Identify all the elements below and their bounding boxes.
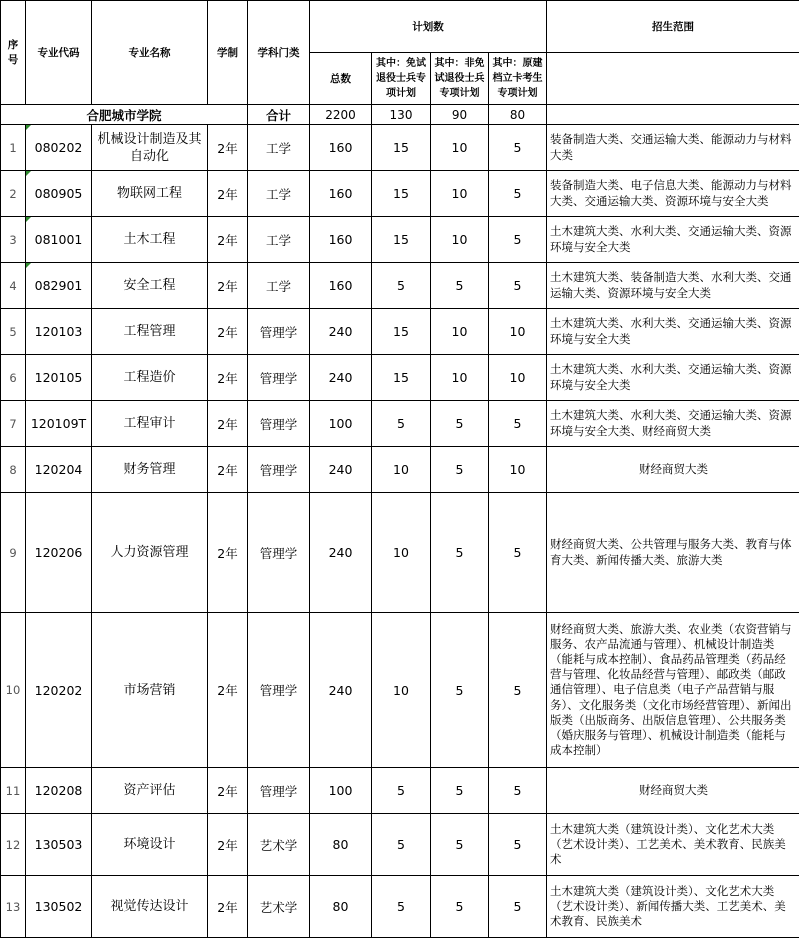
cell-nonexempt-soldier: 5 [431, 613, 489, 768]
cell-poverty: 5 [489, 401, 547, 447]
cell-exempt-soldier: 15 [372, 309, 431, 355]
cell-poverty: 5 [489, 217, 547, 263]
cell-category: 管理学 [248, 355, 310, 401]
cell-nonexempt-soldier: 10 [431, 125, 489, 171]
cell-exempt-soldier: 10 [372, 447, 431, 493]
cell-scope: 财经商贸大类 [547, 447, 799, 493]
table-row [1, 768, 799, 814]
cell-seq: 9 [1, 493, 26, 613]
table-row [1, 217, 799, 263]
table-row [1, 493, 799, 613]
table-row [1, 171, 799, 217]
cell-poverty: 5 [489, 125, 547, 171]
cell-exempt-soldier: 15 [372, 171, 431, 217]
cell-years: 2年 [208, 613, 248, 768]
cell-category: 工学 [248, 171, 310, 217]
cell-nonexempt-soldier: 10 [431, 171, 489, 217]
cell-code: 082901 [26, 263, 92, 309]
cell-scope: 装备制造大类、交通运输大类、能源动力与材料大类 [547, 125, 799, 171]
cell-total: 240 [310, 613, 372, 768]
cell-code: 120109T [26, 401, 92, 447]
cell-total: 160 [310, 217, 372, 263]
cell-scope: 财经商贸大类 [547, 768, 799, 814]
cell-nonexempt-soldier: 10 [431, 355, 489, 401]
cell-nonexempt-soldier: 5 [431, 447, 489, 493]
cell-exempt-soldier: 5 [372, 401, 431, 447]
col-header-code: 专业代码 [26, 1, 92, 105]
cell-scope: 土木建筑大类、装备制造大类、水利大类、交通运输大类、资源环境与安全大类 [547, 263, 799, 309]
cell-exempt-soldier: 10 [372, 613, 431, 768]
cell-exempt-soldier: 15 [372, 355, 431, 401]
cell-nonexempt-soldier: 5 [431, 768, 489, 814]
cell-code: 120103 [26, 309, 92, 355]
col-header-total: 总数 [310, 53, 372, 105]
cell-category: 工学 [248, 263, 310, 309]
cell-code: 130502 [26, 876, 92, 938]
cell-seq: 2 [1, 171, 26, 217]
cell-years: 2年 [208, 263, 248, 309]
cell-category: 管理学 [248, 401, 310, 447]
cell-exempt-soldier: 5 [372, 263, 431, 309]
cell-code: 130503 [26, 814, 92, 876]
cell-major-name: 安全工程 [92, 263, 208, 309]
cell-nonexempt-soldier: 5 [431, 814, 489, 876]
col-header-poverty: 其中：原建档立卡考生专项计划 [489, 53, 547, 105]
cell-nonexempt-soldier: 5 [431, 876, 489, 938]
cell-code: 120105 [26, 355, 92, 401]
cell-years: 2年 [208, 309, 248, 355]
col-header-name: 专业名称 [92, 1, 208, 105]
cell-major-name: 土木工程 [92, 217, 208, 263]
cell-seq: 7 [1, 401, 26, 447]
cell-seq: 13 [1, 876, 26, 938]
cell-total: 100 [310, 401, 372, 447]
cell-category: 管理学 [248, 613, 310, 768]
cell-scope: 财经商贸大类、公共管理与服务大类、教育与体育大类、新闻传播大类、旅游大类 [547, 493, 799, 613]
cell-poverty: 5 [489, 814, 547, 876]
cell-category: 管理学 [248, 493, 310, 613]
cell-exempt-soldier: 5 [372, 768, 431, 814]
cell-nonexempt-soldier: 5 [431, 263, 489, 309]
header-row-top [1, 1, 799, 53]
table-row [1, 355, 799, 401]
cell-major-name: 机械设计制造及其自动化 [92, 125, 208, 171]
cell-seq: 12 [1, 814, 26, 876]
cell-nonexempt-soldier: 10 [431, 309, 489, 355]
cell-scope: 土木建筑大类、水利大类、交通运输大类、资源环境与安全大类 [547, 309, 799, 355]
cell-years: 2年 [208, 217, 248, 263]
col-header-seq [1, 1, 26, 105]
col-header-category: 学科门类 [248, 1, 310, 105]
cell-scope: 财经商贸大类、旅游大类、农业类（农资营销与服务、农产品流通与管理）、机械设计制造类（能耗与成本控制）、食品药品管理类（药品经营与管理、化妆品经营与管理）、邮政类（邮政通信管理）、电子信息类（电子产品营销与服务）、文化服务类（文化市场经营管理）、新闻出版类（出版商务、出版信息管理）、公共服务类（婚庆服务与管理）、机械设计制造类（能耗与成本控制） [547, 613, 799, 768]
cell-poverty: 10 [489, 309, 547, 355]
table-row [1, 309, 799, 355]
cell-scope: 装备制造大类、电子信息大类、能源动力与材料大类、交通运输大类、资源环境与安全大类 [547, 171, 799, 217]
table-row [1, 613, 799, 768]
cell-code: 120208 [26, 768, 92, 814]
seq-header-label: 序号 [7, 38, 19, 66]
col-header-scope-blank [547, 53, 799, 105]
cell-major-name: 资产评估 [92, 768, 208, 814]
cell-major-name: 市场营销 [92, 613, 208, 768]
cell-seq: 6 [1, 355, 26, 401]
cell-exempt-soldier: 15 [372, 217, 431, 263]
cell-exempt-soldier: 10 [372, 493, 431, 613]
cell-code: 120204 [26, 447, 92, 493]
cell-major-name: 工程审计 [92, 401, 208, 447]
table-row [1, 125, 799, 171]
cell-years: 2年 [208, 876, 248, 938]
cell-poverty: 10 [489, 447, 547, 493]
summary-exempt-soldier: 130 [372, 105, 431, 125]
cell-nonexempt-soldier: 5 [431, 401, 489, 447]
cell-total: 80 [310, 876, 372, 938]
cell-total: 240 [310, 355, 372, 401]
cell-poverty: 5 [489, 876, 547, 938]
col-header-years: 学制 [208, 1, 248, 105]
cell-scope: 土木建筑大类（建筑设计类）、文化艺术大类（艺术设计类）、工艺美术、美术教育、民族美术 [547, 814, 799, 876]
cell-category: 工学 [248, 125, 310, 171]
cell-total: 160 [310, 125, 372, 171]
summary-label: 合计 [248, 105, 310, 125]
table-row [1, 447, 799, 493]
cell-seq: 8 [1, 447, 26, 493]
cell-total: 240 [310, 493, 372, 613]
cell-code: 080905 [26, 171, 92, 217]
cell-exempt-soldier: 15 [372, 125, 431, 171]
summary-poverty: 80 [489, 105, 547, 125]
cell-poverty: 5 [489, 493, 547, 613]
table-row [1, 876, 799, 938]
table-row [1, 263, 799, 309]
cell-seq: 11 [1, 768, 26, 814]
table-row [1, 401, 799, 447]
cell-years: 2年 [208, 125, 248, 171]
cell-total: 240 [310, 309, 372, 355]
cell-years: 2年 [208, 814, 248, 876]
summary-total: 2200 [310, 105, 372, 125]
cell-nonexempt-soldier: 5 [431, 493, 489, 613]
cell-scope: 土木建筑大类、水利大类、交通运输大类、资源环境与安全大类 [547, 217, 799, 263]
cell-major-name: 财务管理 [92, 447, 208, 493]
cell-total: 80 [310, 814, 372, 876]
cell-poverty: 10 [489, 355, 547, 401]
cell-category: 工学 [248, 217, 310, 263]
col-header-scope: 招生范围 [547, 1, 799, 53]
cell-major-name: 工程管理 [92, 309, 208, 355]
cell-total: 240 [310, 447, 372, 493]
cell-major-name: 视觉传达设计 [92, 876, 208, 938]
cell-major-name: 工程造价 [92, 355, 208, 401]
cell-years: 2年 [208, 355, 248, 401]
cell-seq: 3 [1, 217, 26, 263]
cell-years: 2年 [208, 447, 248, 493]
cell-category: 管理学 [248, 309, 310, 355]
col-header-nonexempt-soldier: 其中：非免试退役士兵专项计划 [431, 53, 489, 105]
summary-nonexempt-soldier: 90 [431, 105, 489, 125]
cell-years: 2年 [208, 401, 248, 447]
cell-scope: 土木建筑大类、水利大类、交通运输大类、资源环境与安全大类、财经商贸大类 [547, 401, 799, 447]
cell-poverty: 5 [489, 768, 547, 814]
cell-category: 艺术学 [248, 876, 310, 938]
cell-code: 080202 [26, 125, 92, 171]
cell-years: 2年 [208, 768, 248, 814]
cell-scope: 土木建筑大类（建筑设计类）、文化艺术大类（艺术设计类）、新闻传播大类、工艺美术、美术教育、民族美术 [547, 876, 799, 938]
cell-poverty: 5 [489, 171, 547, 217]
cell-code: 120202 [26, 613, 92, 768]
cell-total: 160 [310, 263, 372, 309]
cell-category: 管理学 [248, 768, 310, 814]
summary-scope-blank [547, 105, 799, 125]
cell-exempt-soldier: 5 [372, 814, 431, 876]
cell-major-name: 人力资源管理 [92, 493, 208, 613]
cell-poverty: 5 [489, 613, 547, 768]
cell-category: 管理学 [248, 447, 310, 493]
cell-exempt-soldier: 5 [372, 876, 431, 938]
cell-seq: 5 [1, 309, 26, 355]
cell-total: 160 [310, 171, 372, 217]
cell-total: 100 [310, 768, 372, 814]
summary-school: 合肥城市学院 [1, 105, 248, 125]
cell-nonexempt-soldier: 10 [431, 217, 489, 263]
cell-years: 2年 [208, 493, 248, 613]
cell-code: 081001 [26, 217, 92, 263]
cell-seq: 4 [1, 263, 26, 309]
col-header-plan-group: 计划数 [310, 1, 547, 53]
cell-seq: 10 [1, 613, 26, 768]
cell-major-name: 环境设计 [92, 814, 208, 876]
cell-seq: 1 [1, 125, 26, 171]
cell-major-name: 物联网工程 [92, 171, 208, 217]
cell-poverty: 5 [489, 263, 547, 309]
col-header-exempt-soldier: 其中：免试退役士兵专项计划 [372, 53, 431, 105]
cell-category: 艺术学 [248, 814, 310, 876]
summary-row [1, 105, 799, 125]
table-row [1, 814, 799, 876]
cell-scope: 土木建筑大类、水利大类、交通运输大类、资源环境与安全大类 [547, 355, 799, 401]
cell-years: 2年 [208, 171, 248, 217]
table-body [1, 125, 799, 938]
cell-code: 120206 [26, 493, 92, 613]
